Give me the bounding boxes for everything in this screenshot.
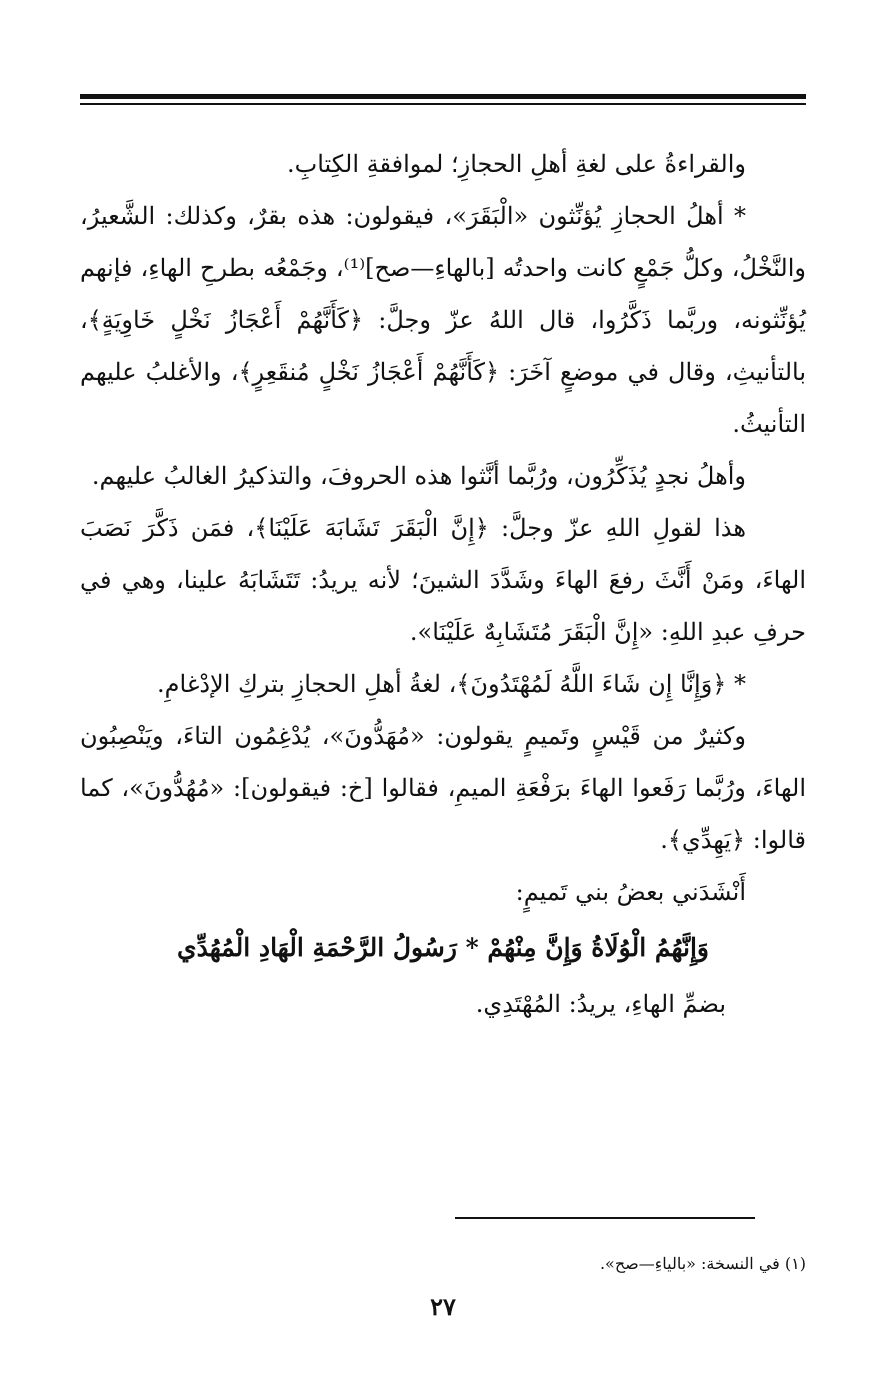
header-rule-thick	[80, 94, 806, 99]
paragraph-2: * أهلُ الحجازِ يُؤنِّثون «الْبَقَرَ»، فيقولون: هذه بقرٌ، وكذلك: الشَّعيرُ، والنَّخْلُ، وكلُّ جَمْعٍ كانت واحدتُه [بالهاءِ—صح]⁽¹⁾، وجَمْعُه بطرحِ الهاءِ، فإنهم يُؤنِّثونه، وربَّما ذَكَّرُوا، قال اللهُ عزّ وجلَّ: ﴿كَأَنَّهُمْ أَعْجَازُ نَخْلٍ خَاوِيَةٍ﴾، بالتأنيثِ، وقال في موضعٍ آخَرَ: ﴿كَأَنَّهُمْ أَعْجَازُ نَخْلٍ مُنقَعِرٍ﴾، والأغلبُ عليهم التأنيثُ.	[80, 202, 806, 438]
paragraph-3: وأهلُ نجدٍ يُذَكِّرُون، ورُبَّما أنَّثوا هذه الحروفَ، والتذكيرُ الغالبُ عليهم.	[91, 462, 746, 490]
header-rule-thin	[80, 103, 806, 105]
poetry-verse: وَإِنَّهُمُ الْوُلَاةُ وَإِنَّ مِنْهُمْ * رَسُولُ الرَّحْمَةِ الْهَادِ الْمُهُدِّي	[177, 933, 709, 962]
footnote: (١) في النسخة: «بالياءِ—صح».	[599, 1254, 806, 1273]
verse-intro: أَنْشَدَني بعضُ بني تَميمٍ:	[515, 878, 746, 906]
paragraph-5: * ﴿وَإِنَّا إِن شَاءَ اللَّهُ لَمُهْتَدُونَ﴾، لغةُ أهلِ الحجازِ بتركِ الإدْغامِ.	[157, 670, 746, 698]
paragraph-6: وكثيرٌ من قَيْسٍ وتَميمٍ يقولون: «مُهَدُّونَ»، يُدْغِمُون التاءَ، ويَنْصِبُون الهاءَ، ورُبَّما رَفَعوا الهاءَ برَفْعَةِ الميمِ، فقالوا [خ: فيقولون]: «مُهُدُّونَ»، كما قالوا: ﴿يَهِدِّي﴾.	[80, 722, 807, 854]
paragraph-4: هذا لقولِ اللهِ عزّ وجلَّ: ﴿إِنَّ الْبَقَرَ تَشَابَهَ عَلَيْنَا﴾، فمَن ذَكَّرَ نَصَبَ الهاءَ، ومَنْ أَنَّثَ رفعَ الهاءَ وشَدَّدَ الشينَ؛ لأنه يريدُ: تَتَشَابَهُ علينا، وهي في حرفِ عبدِ اللهِ: «إِنَّ الْبَقَرَ مُتَشَابِهٌ عَلَيْنَا».	[80, 514, 806, 646]
main-text	[80, 138, 806, 1030]
verse-note: بضمِّ الهاءِ، يريدُ: المُهْتَدِي.	[475, 990, 726, 1018]
paragraph-1: والقراءةُ على لغةِ أهلِ الحجازِ؛ لموافقةِ الكِتابِ.	[286, 150, 746, 178]
page-number: ٢٧	[430, 1292, 456, 1321]
footnote-rule	[455, 1217, 755, 1219]
